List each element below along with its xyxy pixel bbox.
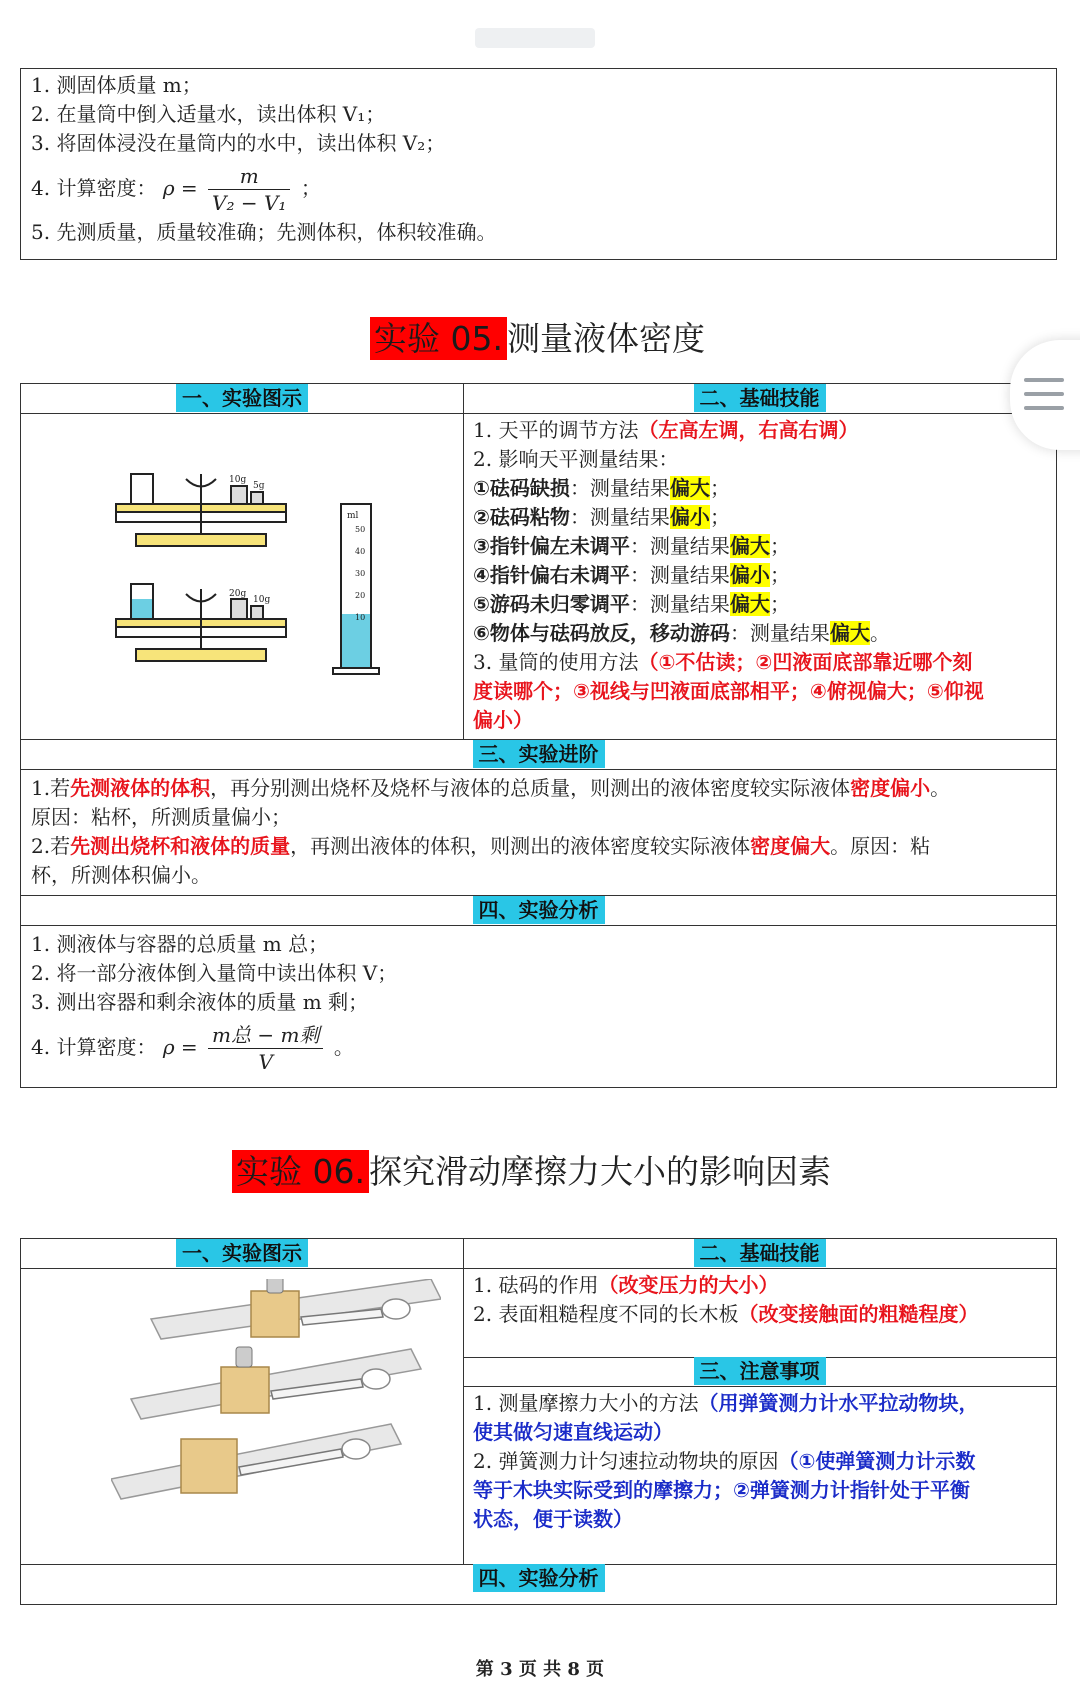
exp06-header-notes: 三、注意事项	[463, 1357, 1056, 1387]
item-3: ③指针偏左未调平：测量结果偏大；	[473, 534, 790, 558]
liquid-density-fraction: $\frac{\text{m总 − m剩}}{V}$	[208, 1022, 323, 1075]
cylinder-tick-50: 50	[355, 525, 366, 534]
friction-figure	[111, 1279, 441, 1559]
exp05-header-skills: 二、基础技能	[463, 384, 1056, 414]
exp05-header-figure: 一、实验图示	[21, 384, 463, 414]
exp06-title: 实验 06. 探究滑动摩擦力大小的影响因素	[232, 1146, 831, 1193]
exp05-advanced: 三、实验进阶 1.若先测液体的体积，再分别测出烧杯及烧杯与液体的总质量，则测出的液体密度较实际液体密度偏小。 原因：粘杯，所测质量偏小； 2.若先测出烧杯和液体的质量，再测出液体的体积，则测出的液体密度较实际液体密度偏大。原因：粘 杯，所测体积偏小。	[20, 739, 1057, 896]
weight-label-10g: 10g	[229, 475, 247, 485]
exp05-title: 实验 05. 测量液体密度	[370, 313, 705, 360]
page-footer: 第 3 页 共 8 页	[475, 1659, 605, 1680]
exp06-header-figure: 一、实验图示	[21, 1239, 463, 1269]
step-4: 4. 计算密度： ρ = $\frac{m}{\text{V₂ − V₁}}$ ；	[31, 164, 321, 215]
weight-label-10g-b: 10g	[253, 595, 271, 605]
item-1: ①砝码缺损：测量结果偏大；	[473, 476, 730, 500]
exp05-skills: 1. 天平的调节方法（左高左调，右高右调） 2. 影响天平测量结果： ①砝码缺损：测量结果偏大； ②砝码粘物：测量结果偏小； ③指针偏左未调平：测量结果偏大； ④指针偏右未调平：测量结果偏小； ⑤游码未归零调平：测量结果偏大； ⑥物体与砝码放反，移动游码：测量结果偏大。 3. 量筒的使用方法（①不估读；②凹液面底部靠近哪个刻 度读哪个；③视线与凹液面底部相平；④俯视偏大；⑤仰视 偏小）	[473, 416, 1053, 735]
item-5: ⑤游码未归零调平：测量结果偏大；	[473, 592, 790, 616]
exp05-tag: 实验 05.	[370, 317, 507, 360]
menu-icon	[1024, 378, 1064, 410]
item-4: ④指针偏右未调平：测量结果偏小；	[473, 563, 790, 587]
exp06-header-analysis: 四、实验分析	[21, 1564, 1056, 1594]
cylinder-tick-30: 30	[355, 569, 366, 578]
cylinder-unit: ml	[347, 511, 359, 521]
exp06-tag: 实验 06.	[232, 1150, 369, 1193]
exp05-header-advanced: 三、实验进阶	[21, 740, 1056, 770]
exp06-notes: 1. 测量摩擦力大小的方法（用弹簧测力计水平拉动物块， 使其做匀速直线运动） 2. 弹簧测力计匀速拉动物块的原因（①使弹簧测力计示数 等于木块实际受到的摩擦力；②弹簧测力计指针处于平衡 状态，便于读数）	[473, 1391, 979, 1531]
cylinder-tick-20: 20	[355, 591, 366, 600]
solid-density-steps-box	[20, 68, 1057, 260]
step-5: 5. 先测质量，质量较准确；先测体积，体积较准确。	[31, 220, 497, 244]
step-2: 2. 在量筒中倒入适量水，读出体积 V₁；	[31, 102, 386, 126]
exp05-header-analysis: 四、实验分析	[21, 896, 1056, 926]
item-6: ⑥物体与砝码放反，移动游码：测量结果偏大。	[473, 621, 890, 645]
weight-label-20g: 20g	[229, 589, 247, 599]
exp06-header-skills: 二、基础技能	[463, 1239, 1056, 1269]
cylinder-tick-10: 10	[355, 613, 366, 622]
top-blur-mark	[475, 28, 595, 48]
step-1: 1. 测固体质量 m；	[31, 73, 202, 97]
cylinder-tick-40: 40	[355, 547, 366, 556]
exp05-table-top	[20, 383, 1057, 740]
density-fraction: $\frac{m}{\text{V₂ − V₁}}$	[208, 163, 290, 216]
exp05-analysis: 四、实验分析 1. 测液体与容器的总质量 m 总； 2. 将一部分液体倒入量筒中读出体积 V； 3. 测出容器和剩余液体的质量 m 剩； 4. 计算密度： ρ = $\frac{\text{m总 − m剩}}{V}$ 。	[20, 895, 1057, 1088]
exp06-table	[20, 1238, 1057, 1605]
item-2: ②砝码粘物：测量结果偏小；	[473, 505, 730, 529]
weight-label-5g: 5g	[253, 481, 265, 491]
balance-cylinder-figure	[111, 464, 401, 684]
step-3: 3. 将固体浸没在量筒内的水中，读出体积 V₂；	[31, 131, 446, 155]
exp06-skills: 1. 砝码的作用（改变压力的大小） 2. 表面粗糙程度不同的长木板（改变接触面的粗糙程度）	[473, 1273, 979, 1326]
